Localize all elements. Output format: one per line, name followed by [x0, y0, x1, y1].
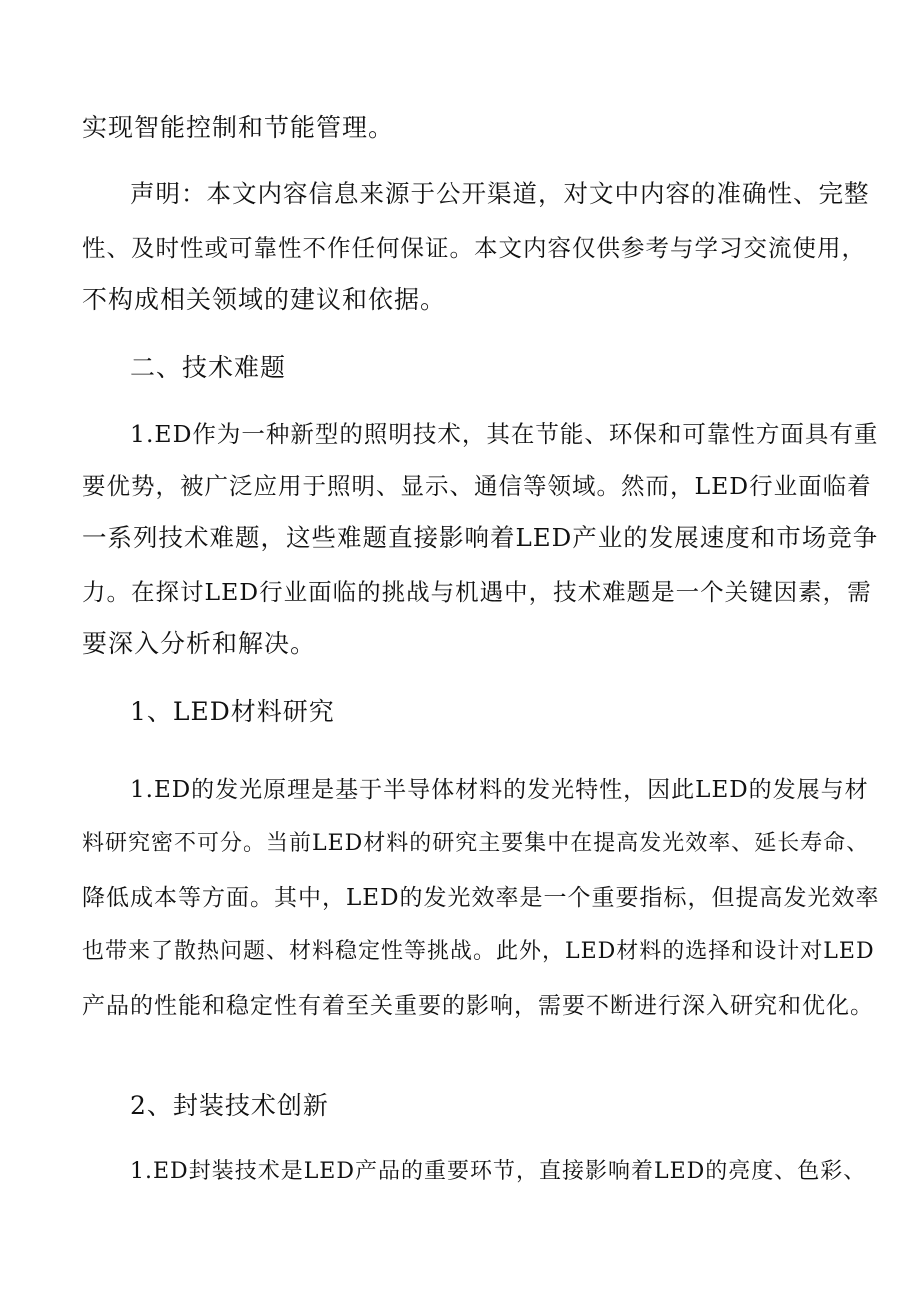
disclaimer-line: 性、及时性或可靠性不作任何保证。本文内容仅供参考与学习交流使用， — [82, 234, 866, 262]
text-line: 一系列技术难题，这些难题直接影响着LED产业的发展速度和市场竞争 — [82, 523, 879, 552]
subsection-heading: 2、封装技术创新 — [130, 1091, 329, 1120]
text-line: 降低成本等方面。其中，LED的发光效率是一个重要指标，但提高发光效率 — [82, 885, 880, 911]
section-heading: 二、技术难题 — [130, 353, 287, 382]
text-line: 1.ED的发光原理是基于半导体材料的发光特性，因此LED的发展与材 — [130, 777, 869, 803]
text-line: 也带来了散热问题、材料稳定性等挑战。此外，LED材料的选择和设计对LED — [82, 939, 875, 964]
text-line: 要优势，被广泛应用于照明、显示、通信等领域。然而，LED行业面临着 — [82, 472, 872, 500]
text-line: 产品的性能和稳定性有着至关重要的影响，需要不断进行深入研究和优化。 — [82, 993, 874, 1019]
text-line: 实现智能控制和节能管理。 — [82, 113, 395, 142]
text-line: 1.ED封装技术是LED产品的重要环节，直接影响着LED的亮度、色彩、 — [130, 1159, 867, 1184]
text-line: 要深入分析和解决。 — [82, 629, 317, 658]
text-line: 力。在探讨LED行业面临的挑战与机遇中，技术难题是一个关键因素，需 — [82, 578, 872, 606]
disclaimer-line: 声明：本文内容信息来源于公开渠道，对文中内容的准确性、完整 — [130, 179, 870, 208]
disclaimer-line: 不构成相关领域的建议和依据。 — [82, 285, 447, 314]
text-line: 料研究密不可分。当前LED材料的研究主要集中在提高发光效率、延长寿命、 — [82, 831, 870, 856]
text-line: 1.ED作为一种新型的照明技术，其在节能、环保和可靠性方面具有重 — [130, 420, 879, 448]
subsection-heading: 1、LED材料研究 — [130, 697, 335, 726]
